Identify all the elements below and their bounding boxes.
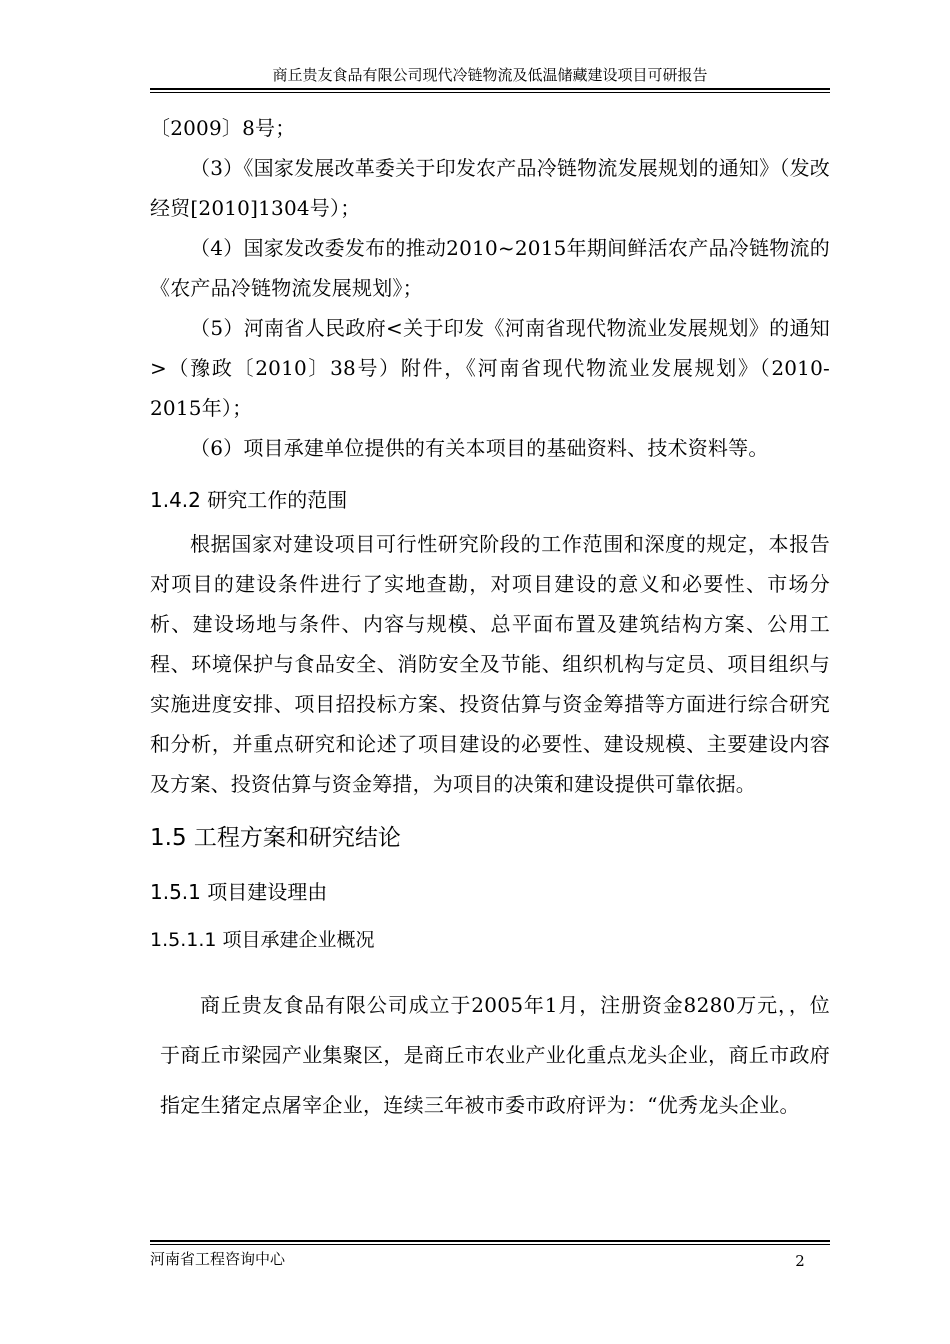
basis-item: （6）项目承建单位提供的有关本项目的基础资料、技术资料等。 <box>190 436 769 460</box>
section-heading-1-4-2: 1.4.2 研究工作的范围 <box>150 488 348 512</box>
basis-item: （3）《国家发展改革委关于印发农产品冷链物流发展规划的通知》（发改经贸[2010]1304号）； <box>150 156 830 220</box>
section-heading-1-5-1: 1.5.1 项目建设理由 <box>150 880 328 904</box>
page-header-title: 商丘贵友食品有限公司现代冷链物流及低温储藏建设项目可研报告 <box>272 66 708 84</box>
footer-divider <box>150 1240 830 1242</box>
basis-item: （5）河南省人民政府<关于印发《河南省现代物流业发展规划》的通知>（豫政〔2010〕38号）附件，《河南省现代物流业发展规划》（2010-2015年）； <box>150 316 830 420</box>
section-heading-1-5-1-1: 1.5.1.1 项目承建企业概况 <box>150 929 375 951</box>
basis-item: 〔2009〕8号； <box>150 116 296 140</box>
section-paragraph: 根据国家对建设项目可行性研究阶段的工作范围和深度的规定，本报告对项目的建设条件进行了实地查勘，对项目建设的意义和必要性、市场分析、建设场地与条件、内容与规模、总平面布置及建筑结构方案、公用工程、环境保护与食品安全、消防安全及节能、组织机构与定员、项目组织与实施进度安排、项目招投标方案、投资估算与资金筹措等方面进行综合研究和分析，并重点研究和论述了项目建设的必要性、建设规模、主要建设内容及方案、投资估算与资金筹措，为项目的决策和建设提供可靠依据。 <box>150 532 830 796</box>
page-number: 2 <box>795 1252 805 1270</box>
basis-item: （4）国家发改委发布的推动2010~2015年期间鲜活农产品冷链物流的《农产品冷链物流发展规划》； <box>150 236 830 300</box>
header-divider <box>150 88 830 90</box>
footer-organization: 河南省工程咨询中心 <box>150 1250 286 1268</box>
header-divider-thin <box>150 92 830 93</box>
company-overview-paragraph: 商丘贵友食品有限公司成立于2005年1月，注册资金8280万元，，位于商丘市梁园产业集聚区，是商丘市农业产业化重点龙头企业，商丘市政府指定生猪定点屠宰企业，连续三年被市委市政府评为：“优秀龙头企业。 <box>160 993 830 1117</box>
footer-divider-thin <box>150 1244 830 1245</box>
document-body <box>150 108 830 1130</box>
section-heading-1-5: 1.5 工程方案和研究结论 <box>150 825 401 851</box>
